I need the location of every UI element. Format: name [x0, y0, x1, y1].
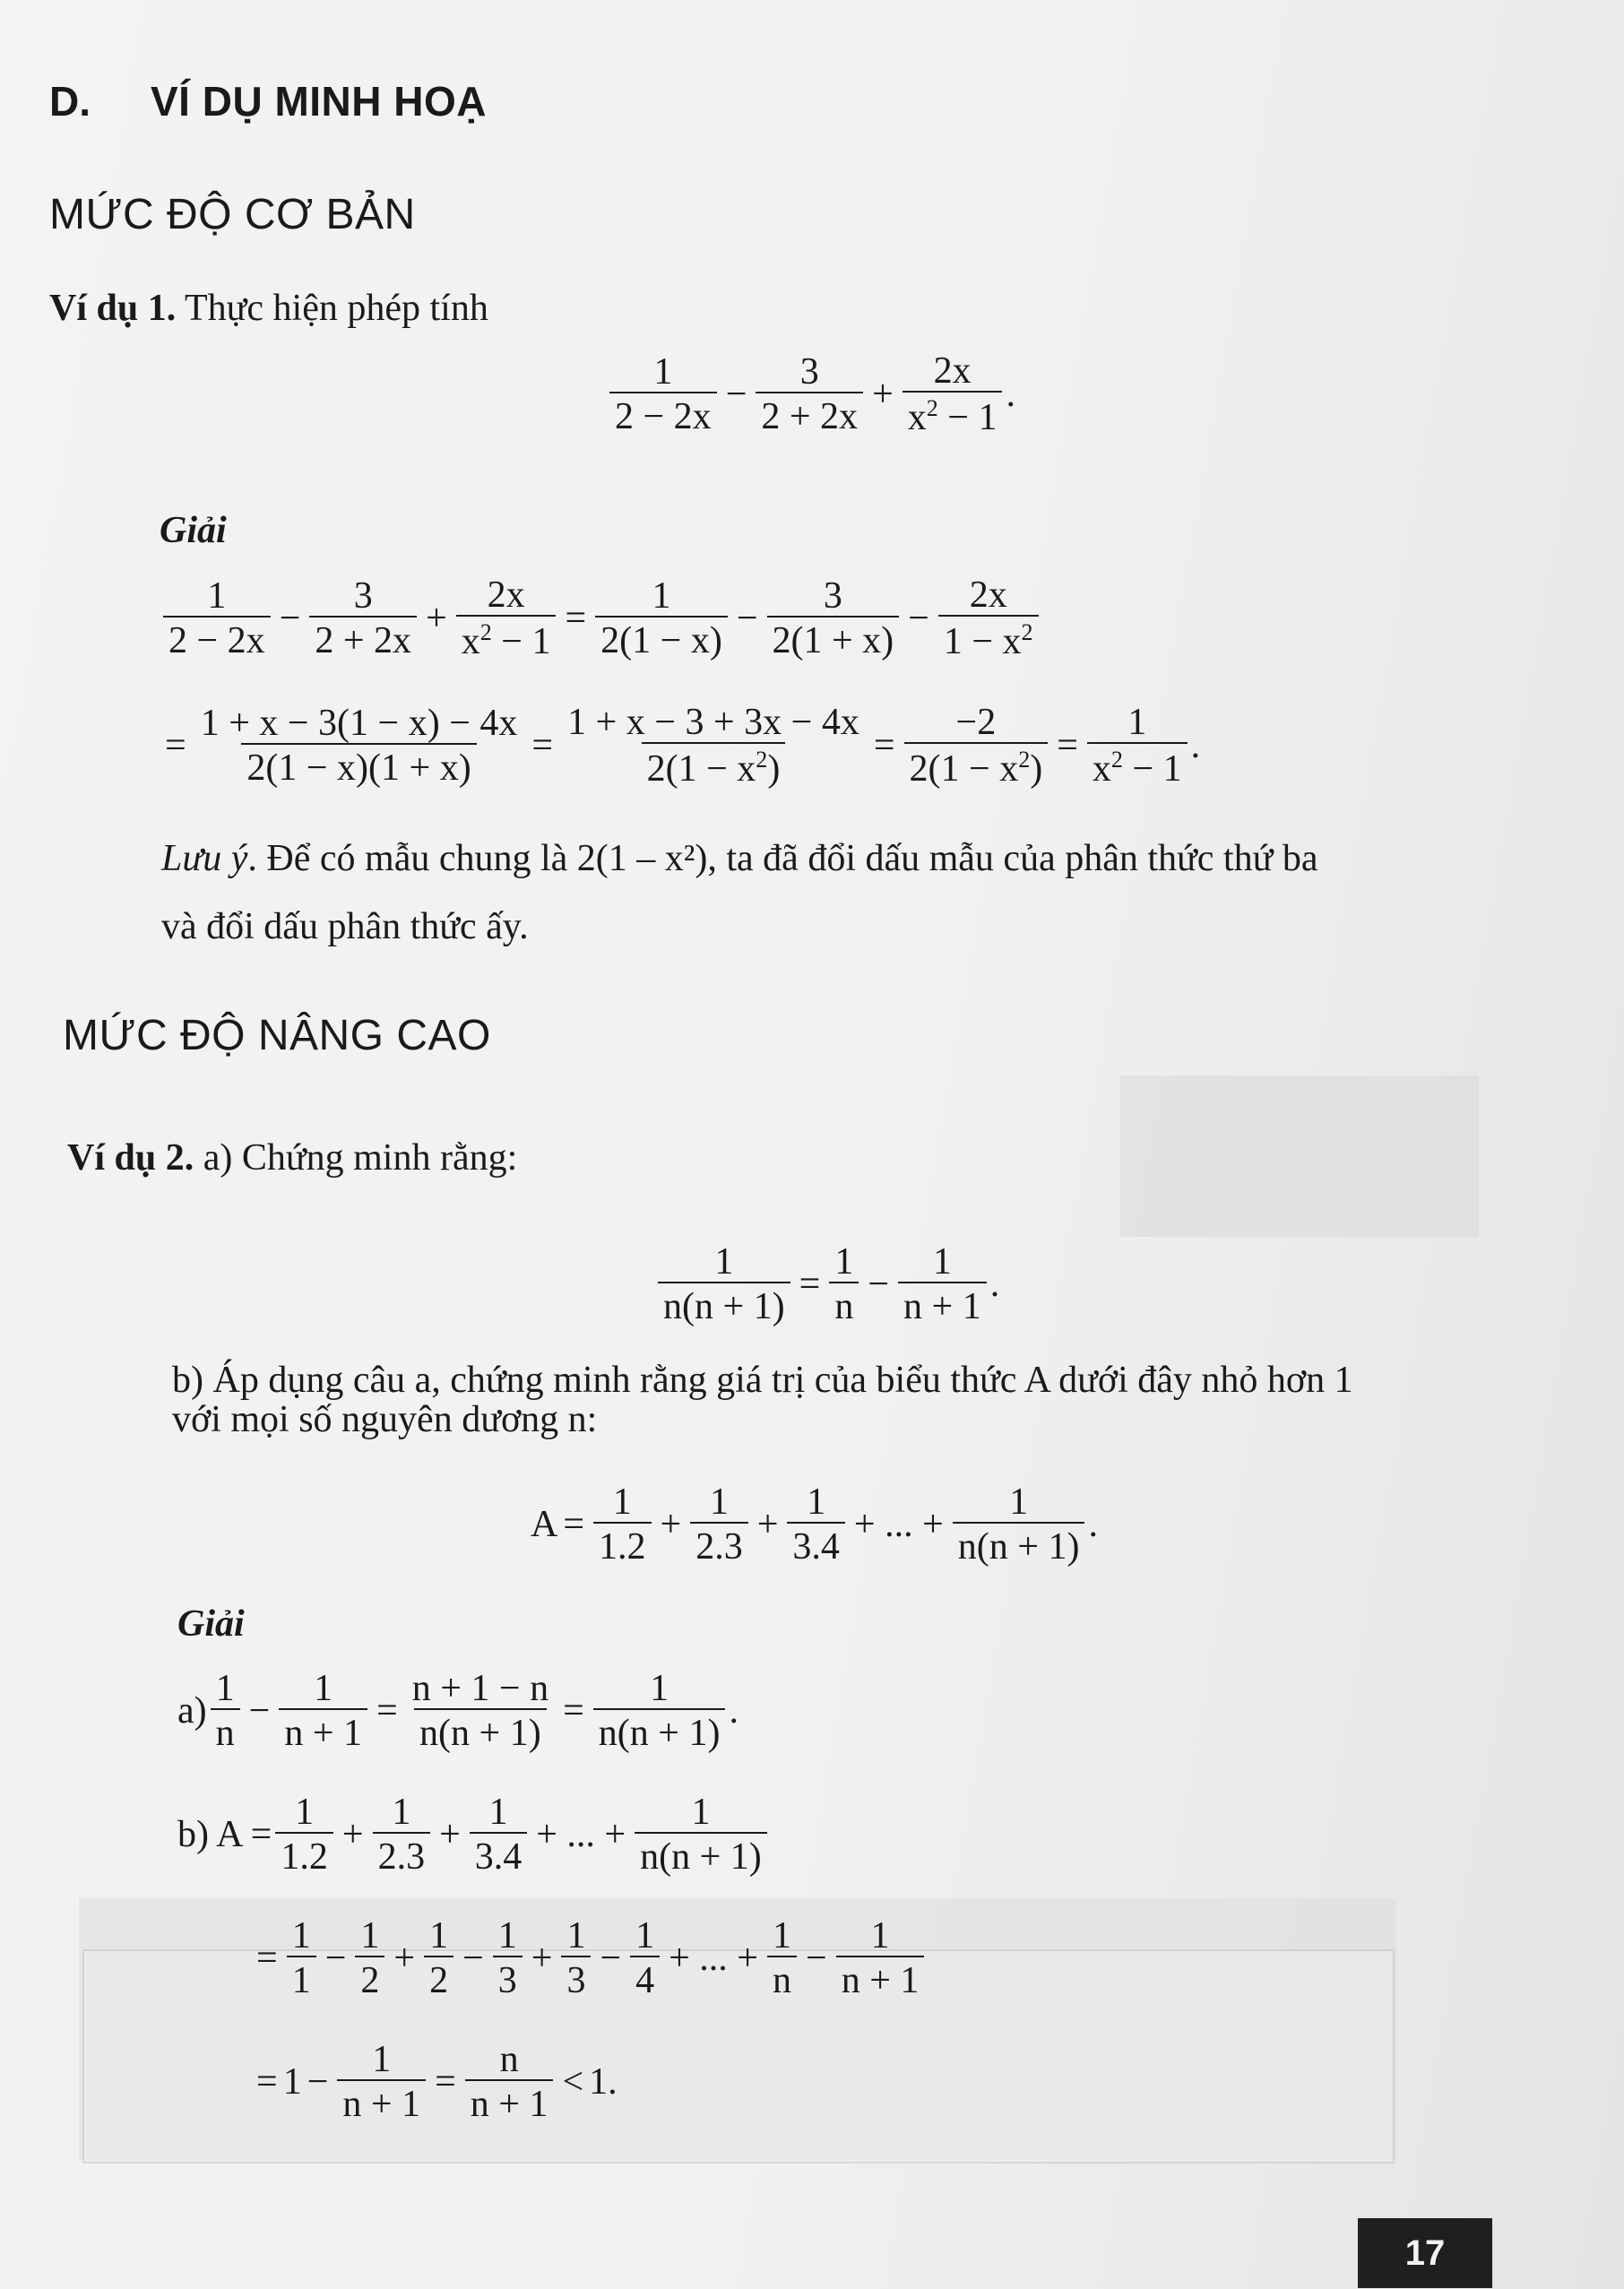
example2-part-b-line2: với mọi số nguyên dương n:: [172, 1399, 598, 1440]
example1-solution-label: Giải: [160, 510, 227, 551]
example2-solution-b-line1: b) A = $\frac{1}{1.2}$ + $\frac{1}{2.3}$ + $\frac{1}{3.4}$ + ... + $\frac{1}{n(n + 1)}$: [177, 1792, 771, 1877]
example2-solution-b-line3: = 1 − $\frac{1}{n + 1}$ = $\frac{n}{n + 1}$ < 1.: [256, 2039, 618, 2126]
solution-a-label: a): [177, 1690, 207, 1732]
example2-part-b-line1: b) Áp dụng câu a, chứng minh rằng giá trị của biểu thức A dưới đây nhỏ hơn 1: [172, 1360, 1353, 1401]
example1-note-line2: và đổi dấu phân thức ấy.: [161, 906, 529, 947]
note-label: Lưu ý: [161, 838, 248, 879]
level-basic-heading: MỨC ĐỘ CƠ BẢN: [49, 191, 416, 238]
example1-prompt: [49, 287, 488, 330]
note-text: . Để có mẫu chung là 2(1 – x²), ta đã đổi dấu mẫu của phân thức thứ ba: [247, 838, 1318, 879]
page-number: 17: [1358, 2218, 1492, 2288]
faded-band: [1120, 1075, 1479, 1237]
level-advanced-heading: MỨC ĐỘ NÂNG CAO: [63, 1012, 491, 1059]
example1-expression: $\frac{1}{2 - 2x}$ − $\frac{3}{2 + 2x}$ + $\frac{2x}{x^2 - 1}$ .: [606, 351, 1015, 437]
section-title: VÍ DỤ MINH HOẠ: [151, 78, 487, 125]
example2-part-a-text: a) Chứng minh rằng:: [203, 1137, 518, 1179]
example2-identity: $\frac{1}{n(n + 1)}$ = $\frac{1}{n}$ − $\frac{1}{n + 1}$ .: [654, 1242, 999, 1326]
example1-note-line1: [161, 837, 1318, 880]
example2-solution-a: a) $\frac{1}{n}$ − $\frac{1}{n + 1}$ = $\frac{n + 1 - n}{n(n + 1)}$ = $\frac{1}{n(n + 1)}$ .: [177, 1668, 739, 1755]
example2-part-a: [67, 1136, 517, 1179]
example1-text: Thực hiện phép tính: [184, 288, 488, 329]
example2-solution-b-line2: = $\frac{1}{1}$ − $\frac{1}{2}$ + $\frac{1}{2}$ − $\frac{1}{3}$ + $\frac{1}{3}$ − $\frac{1}{4}$ + ... + $\frac{1}{n}$ − $\frac{1}{n + 1}$: [251, 1916, 928, 2000]
example1-label: Ví dụ 1.: [49, 288, 177, 329]
example2-expression-A: A = $\frac{1}{1.2}$ + $\frac{1}{2.3}$ + $\frac{1}{3.4}$ + ... + $\frac{1}{n(n + 1)}$ .: [531, 1481, 1098, 1568]
section-letter: D.: [49, 78, 91, 125]
example1-solution-line2: = $\frac{1 + x - 3(1 - x) - 4x}{2(1 - x)(1 + x)}$ = $\frac{1 + x - 3 + 3x - 4x}{2(1 - x^2)}$ = $\frac{-2}{2(1 - x^2)}$ = $\frac{1}{x^2 - 1}$ .: [165, 702, 1201, 790]
example2-solution-label: Giải: [177, 1603, 245, 1645]
solution-b-label: b) A =: [177, 1814, 272, 1856]
example2-label: Ví dụ 2.: [67, 1137, 194, 1179]
example1-solution-line1: $\frac{1}{2 - 2x}$ − $\frac{3}{2 + 2x}$ + $\frac{2x}{x^2 - 1}$ = $\frac{1}{2(1 - x)}$ − $\frac{3}{2(1 + x)}$ − $\frac{2x}{1 - x^2}$: [160, 575, 1042, 661]
